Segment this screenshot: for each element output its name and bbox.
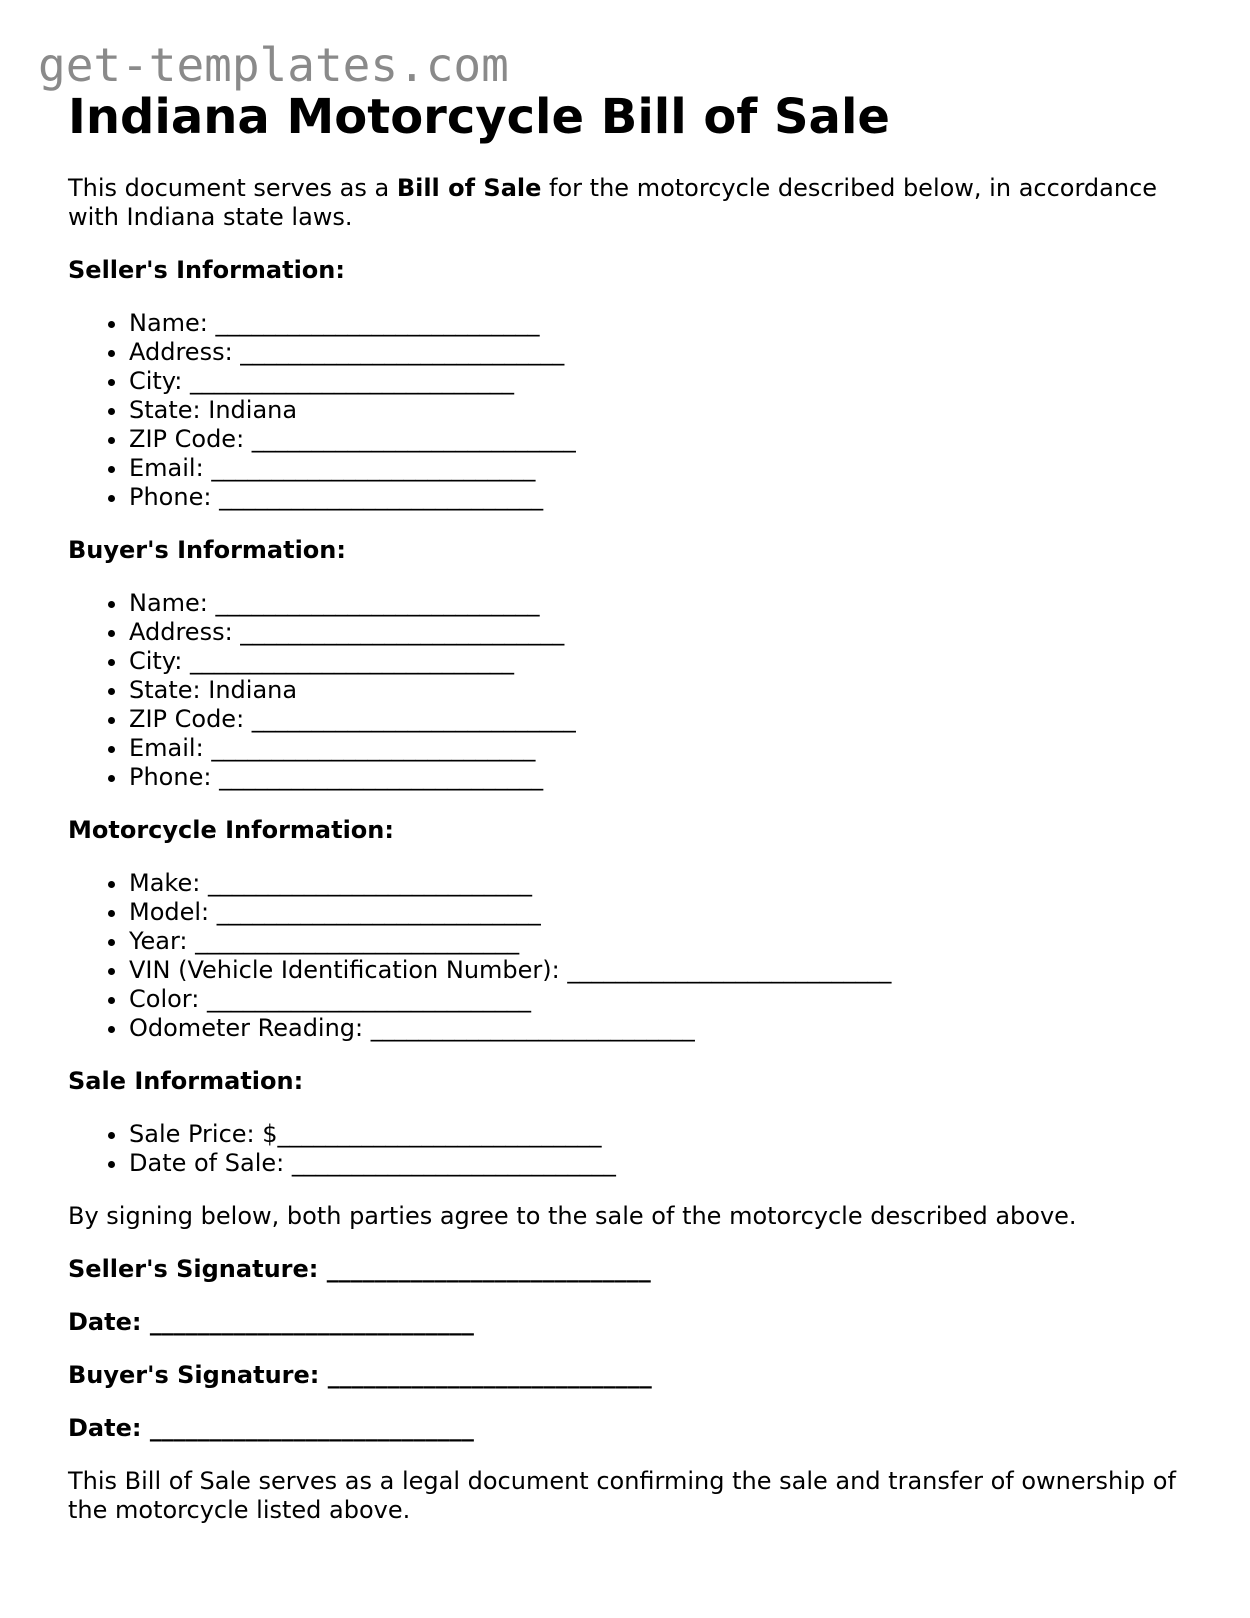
seller-section-heading: Seller's Information:: [68, 256, 345, 284]
seller-date-field[interactable]: ___________________________: [149, 1308, 474, 1336]
field-label: City:: [129, 367, 191, 395]
motorcycle-year-field[interactable]: ___________________________: [195, 927, 520, 955]
buyer-city-item: [129, 647, 1198, 676]
seller-state-item: [129, 396, 1198, 425]
field-label: Year:: [129, 927, 196, 955]
buyer-email-item: [129, 734, 1198, 763]
field-label: Address:: [129, 618, 241, 646]
seller-email-field[interactable]: ___________________________: [211, 454, 536, 482]
buyer-zip-item: [129, 705, 1198, 734]
buyer-signature-field[interactable]: ___________________________: [327, 1361, 652, 1389]
motorcycle-odometer-item: [129, 1014, 1198, 1043]
buyer-date-line: [68, 1414, 1198, 1443]
buyer-signature-label: Buyer's Signature:: [68, 1361, 328, 1389]
buyer-section-heading: Buyer's Information:: [68, 536, 346, 564]
buyer-phone-item: [129, 763, 1198, 792]
field-label: State:: [129, 396, 209, 424]
field-label: Sale Price: $: [129, 1120, 278, 1148]
field-label: ZIP Code:: [129, 705, 252, 733]
field-label: Phone:: [129, 763, 220, 791]
seller-city-item: [129, 367, 1198, 396]
field-label: Email:: [129, 734, 212, 762]
seller-city-field[interactable]: ___________________________: [190, 367, 515, 395]
seller-zip-item: [129, 425, 1198, 454]
buyer-state-item: [129, 676, 1198, 705]
seller-phone-item: [129, 483, 1198, 512]
motorcycle-model-item: [129, 898, 1198, 927]
seller-zip-field[interactable]: ___________________________: [251, 425, 576, 453]
sale-section-heading: Sale Information:: [68, 1067, 304, 1095]
motorcycle-make-item: [129, 869, 1198, 898]
field-label: City:: [129, 647, 191, 675]
field-label: Address:: [129, 338, 241, 366]
buyer-zip-field[interactable]: ___________________________: [251, 705, 576, 733]
sale-info-list: [68, 1120, 1198, 1178]
field-label: Date of Sale:: [129, 1149, 292, 1177]
motorcycle-odometer-field[interactable]: ___________________________: [370, 1014, 695, 1042]
buyer-address-field[interactable]: ___________________________: [240, 618, 565, 646]
motorcycle-make-field[interactable]: ___________________________: [207, 869, 532, 897]
buyer-name-item: [129, 589, 1198, 618]
document-page: [68, 86, 1198, 1525]
field-label: Model:: [129, 898, 217, 926]
seller-name-item: [129, 309, 1198, 338]
buyer-state-value: Indiana: [208, 676, 298, 704]
buyer-city-field[interactable]: ___________________________: [190, 647, 515, 675]
seller-date-line: [68, 1308, 1198, 1337]
field-label: Odometer Reading:: [129, 1014, 371, 1042]
buyer-date-field[interactable]: ___________________________: [149, 1414, 474, 1442]
motorcycle-year-item: [129, 927, 1198, 956]
agreement-text: By signing below, both parties agree to the sale of the motorcycle described above.: [68, 1202, 1077, 1230]
field-label: Email:: [129, 454, 212, 482]
buyer-email-field[interactable]: ___________________________: [211, 734, 536, 762]
field-label: Make:: [129, 869, 208, 897]
field-label: VIN (Vehicle Identification Number):: [129, 956, 568, 984]
sale-price-item: [129, 1120, 1198, 1149]
field-label: Name:: [129, 309, 216, 337]
intro-text-before: This document serves as a: [68, 174, 397, 202]
motorcycle-vin-item: [129, 956, 1198, 985]
motorcycle-section-heading: Motorcycle Information:: [68, 816, 394, 844]
buyer-phone-field[interactable]: ___________________________: [219, 763, 544, 791]
sale-date-field[interactable]: ___________________________: [291, 1149, 616, 1177]
sale-date-item: [129, 1149, 1198, 1178]
buyer-info-list: [68, 589, 1198, 792]
motorcycle-vin-field[interactable]: ___________________________: [567, 956, 892, 984]
motorcycle-info-list: [68, 869, 1198, 1043]
seller-address-item: [129, 338, 1198, 367]
buyer-signature-line: [68, 1361, 1198, 1390]
seller-name-field[interactable]: ___________________________: [215, 309, 540, 337]
seller-phone-field[interactable]: ___________________________: [219, 483, 544, 511]
seller-state-value: Indiana: [208, 396, 298, 424]
seller-email-item: [129, 454, 1198, 483]
closing-statement: This Bill of Sale serves as a legal document confirming the sale and transfer of ownership of the motorcycle listed above.: [68, 1467, 1176, 1524]
seller-signature-label: Seller's Signature:: [68, 1255, 327, 1283]
page-title: Indiana Motorcycle Bill of Sale: [68, 89, 890, 145]
field-label: State:: [129, 676, 209, 704]
field-label: Color:: [129, 985, 207, 1013]
motorcycle-color-item: [129, 985, 1198, 1014]
seller-signature-line: [68, 1255, 1198, 1284]
seller-address-field[interactable]: ___________________________: [240, 338, 565, 366]
intro-paragraph: [68, 174, 1198, 232]
seller-info-list: [68, 309, 1198, 512]
intro-text-after: for the motorcycle described below, in accordance with Indiana state laws.: [68, 174, 1158, 231]
field-label: ZIP Code:: [129, 425, 252, 453]
buyer-address-item: [129, 618, 1198, 647]
watermark: get-templates.com: [38, 38, 509, 92]
intro-bold-text: Bill of Sale: [396, 174, 542, 202]
buyer-name-field[interactable]: ___________________________: [215, 589, 540, 617]
seller-signature-field[interactable]: ___________________________: [326, 1255, 651, 1283]
field-label: Name:: [129, 589, 216, 617]
buyer-date-label: Date:: [68, 1414, 150, 1442]
motorcycle-color-field[interactable]: ___________________________: [206, 985, 531, 1013]
seller-date-label: Date:: [68, 1308, 150, 1336]
field-label: Phone:: [129, 483, 220, 511]
sale-price-field[interactable]: ___________________________: [277, 1120, 602, 1148]
motorcycle-model-field[interactable]: ___________________________: [216, 898, 541, 926]
